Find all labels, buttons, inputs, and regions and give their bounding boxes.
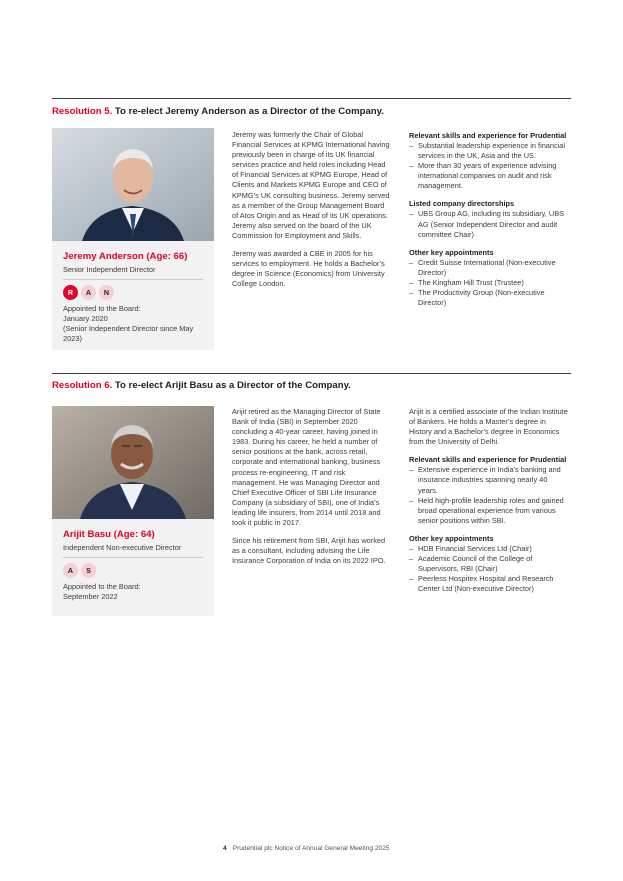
section-list [409, 209, 569, 239]
page-footer [223, 845, 390, 852]
card-divider [63, 279, 203, 280]
resolution-6-number: Resolution 6. [52, 380, 113, 391]
bio-paragraph: Jeremy was formerly the Chair of Global Financial Services at KPMG International having previously been in charge of its UK financial services practice and held roles including Head of Financial Services at KPMG Europe, Head of Clients and Markets KPMG Europe and CEO of KPMG’s UK consulting business. Jeremy served as a member of the Group Management Board of Atos Origin and as Head of its UK operations. Jeremy also served on the board of the UK Commission for Employment and Skills. [232, 130, 390, 240]
director-card-anderson [52, 128, 214, 350]
list-item: – Held high-profile leadership roles and gained broad operational experience from various senior positions within SBI. [409, 496, 569, 526]
list-item: – HDB Financial Services Ltd (Chair) [409, 544, 569, 554]
director-name: Arijit Basu (Age: 64) [63, 529, 155, 540]
committee-badges [63, 563, 203, 578]
section-heading: Relevant skills and experience for Prudential [409, 455, 567, 465]
committee-badge-sustainability: S [81, 563, 96, 578]
list-item: – Peerless Hospitex Hospital and Research Center Ltd (Non-executive Director) [409, 574, 569, 594]
footer-text: Prudential plc Notice of Annual General Meeting 2025 [232, 845, 390, 852]
list-item: – More than 30 years of experience advising international companies on audit and risk management. [409, 161, 569, 191]
resolution-5-number: Resolution 5. [52, 106, 113, 117]
resolution-6-title [52, 380, 351, 391]
director-role: Independent Non-executive Director [63, 543, 182, 552]
resolution-5-title [52, 106, 384, 117]
details-column-basu [409, 407, 569, 602]
committee-badge-audit: A [63, 563, 78, 578]
appointment-info: Appointed to the Board: September 2022 [63, 582, 141, 602]
director-card-basu [52, 406, 214, 616]
section-list [409, 465, 569, 526]
section-list [409, 141, 569, 191]
bio-paragraph: Jeremy was awarded a CBE in 2005 for his services to employment. He holds a Bachelor’s degree in Science (Economics) from University College London. [232, 249, 385, 289]
details-column-anderson [409, 131, 569, 316]
director-photo-basu [52, 406, 214, 519]
appointment-info: Appointed to the Board: January 2020 (Senior Independent Director since May 2023) [63, 304, 194, 344]
bio-paragraph: Arijit retired as the Managing Director of State Bank of India (SBI) in September 2020 concluding a 40-year career, having joined in 1983. During his career, he held a number of senior positions at the bank, across retail, corporate and international banking, business process re-engineering, IT and risk management. He was Managing Director and Chief Executive Officer of SBI Life Insurance Company (a subsidiary of SBI), one of India’s leading life insurers, from 2014 until 2018 and took it public in 2017. [232, 407, 381, 528]
committee-badge-remuneration-chair: R [63, 285, 78, 300]
section-list [409, 258, 569, 308]
list-item: – The Productivity Group (Non-executive Director) [409, 288, 569, 308]
director-role: Senior Independent Director [63, 265, 156, 274]
list-item: – The Kingham Hill Trust (Trustee) [409, 278, 569, 288]
list-item: – Academic Council of the College of Supervisors, RBI (Chair) [409, 554, 569, 574]
resolution-5-text: To re-elect Jeremy Anderson as a Director of the Company. [114, 106, 384, 117]
section-heading: Other key appointments [409, 533, 494, 543]
director-photo-anderson [52, 128, 214, 241]
section-heading: Other key appointments [409, 247, 494, 257]
list-item: – Credit Suisse International (Non-executive Director) [409, 258, 569, 278]
resolution-5-rule [52, 98, 571, 99]
intro-paragraph: Arijit is a certified associate of the Indian Institute of Bankers. He holds a Master’s degree in History and a Bachelor’s degree in Economics from the University of Delhi. [409, 407, 568, 447]
committee-badge-nomination: N [99, 285, 114, 300]
resolution-6-text: To re-elect Arijit Basu as a Director of the Company. [114, 380, 351, 391]
section-heading: Listed company directorships [409, 199, 515, 209]
committee-badges [63, 285, 203, 300]
list-item: – UBS Group AG, including its subsidiary, UBS AG (Senior Independent Director and audit committee Chair) [409, 209, 569, 239]
page-number: 4 [223, 845, 227, 852]
section-heading: Relevant skills and experience for Prudential [409, 131, 567, 140]
bio-column-anderson [232, 130, 390, 297]
bio-column-basu [232, 407, 390, 574]
card-divider [63, 557, 203, 558]
director-name: Jeremy Anderson (Age: 66) [63, 251, 188, 262]
list-item: – Extensive experience in India’s banking and insurance industries spanning nearly 40 years. [409, 465, 569, 495]
section-list [409, 544, 569, 594]
list-item: – Substantial leadership experience in financial services in the UK, Asia and the US. [409, 141, 569, 161]
committee-badge-audit: A [81, 285, 96, 300]
resolution-6-rule [52, 373, 571, 374]
bio-paragraph: Since his retirement from SBI, Arijit has worked as a consultant, including advising the Life Insurance Corporation of India on its 2022 IPO. [232, 536, 386, 566]
